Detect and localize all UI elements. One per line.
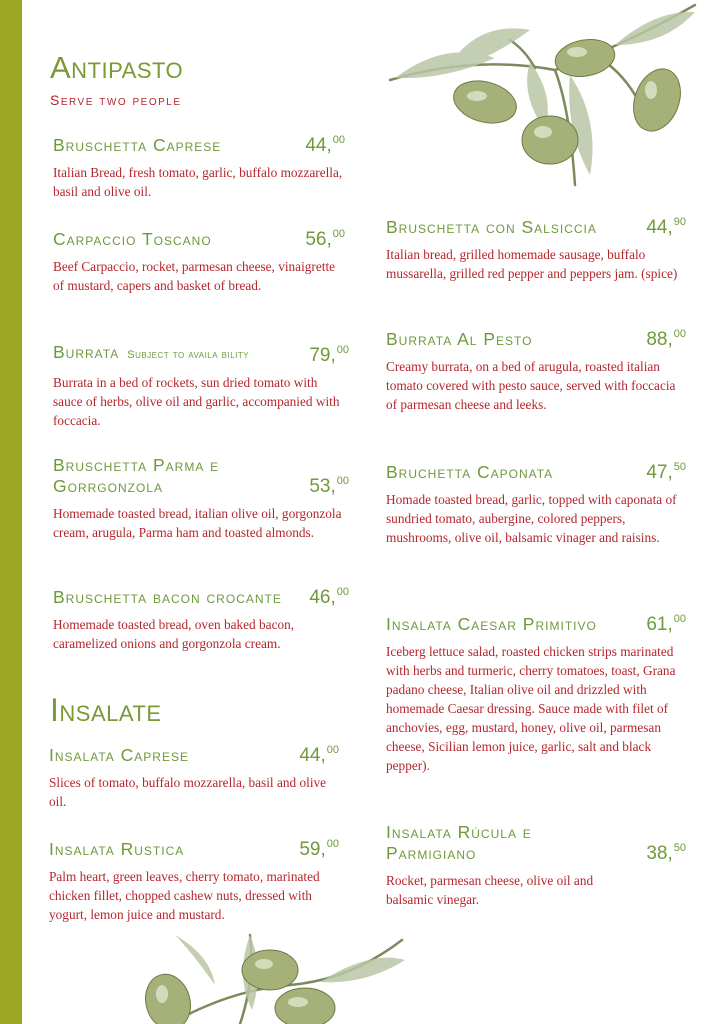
menu-item <box>386 462 686 547</box>
menu-item <box>49 839 339 924</box>
menu-item <box>53 342 349 430</box>
menu-item <box>49 745 339 811</box>
menu-item <box>386 217 686 283</box>
item-name: Insalata Rustica <box>49 839 185 859</box>
item-name-row <box>53 342 349 366</box>
item-price: 53,00 <box>309 475 349 497</box>
section-title-insalate: Insalate <box>50 692 162 728</box>
item-price: 44,90 <box>646 216 686 238</box>
item-price: 59,00 <box>299 838 339 860</box>
olive-branch-bottom-icon <box>140 930 410 1024</box>
menu-item <box>53 135 345 201</box>
item-price: 44,00 <box>305 134 345 156</box>
item-description: Homemade toasted bread, italian olive oil, gorgonzola cream, arugula, Parma ham and toasted almonds. <box>53 506 342 540</box>
item-name: Burrata Al Pesto <box>386 329 533 349</box>
item-price: 47,50 <box>646 461 686 483</box>
item-description: Homemade toasted bread, oven baked bacon, caramelized onions and gorgonzola cream. <box>53 617 295 651</box>
item-note: Subject to availa bility <box>127 349 250 361</box>
menu-item <box>53 455 349 542</box>
section-title-antipasto: Antipasto <box>50 50 184 85</box>
item-price: 46,00 <box>309 586 349 608</box>
section-subtitle: Serve two people <box>50 92 182 108</box>
item-name: Insalata Rúcula e Parmigiano <box>386 822 532 863</box>
item-name: Burrata <box>53 342 120 362</box>
item-description: Creamy burrata, on a bed of arugula, roasted italian tomato covered with pesto sauce, served with foccacia of parmesan cheese and leeks. <box>386 359 676 412</box>
item-price: 44,00 <box>299 744 339 766</box>
item-name: Insalata Caprese <box>49 745 189 765</box>
item-name: Bruschetta bacon crocante <box>53 587 282 607</box>
item-description: Iceberg lettuce salad, roasted chicken strips marinated with herbs and turmeric, cherry tomatoes, toast, Grana padano cheese, Italian olive oil and drizzled with homemade Caesar dressing. Sauce made with filet of anchovies, egg, mustard, honey, olive oil, parmesan cheese, Sicilian lemon juice, garlic, salt and black pepper). <box>386 644 676 773</box>
item-name: Bruchetta Caponata <box>386 462 554 482</box>
menu-item <box>53 587 349 653</box>
item-price: 79,00 <box>309 344 349 366</box>
item-description: Palm heart, green leaves, cherry tomato, marinated chicken fillet, chopped cashew nuts, dressed with yogurt, lemon juice and mustard. <box>49 869 320 922</box>
side-accent-bar <box>0 0 22 1024</box>
item-name: Bruschetta Caprese <box>53 135 222 155</box>
item-price: 38,50 <box>646 842 686 864</box>
menu-item <box>386 614 686 775</box>
item-price: 61,00 <box>646 613 686 635</box>
item-name: Bruschetta Parma e Gorrgonzola <box>53 455 220 496</box>
item-description: Homade toasted bread, garlic, topped with caponata of sundried tomato, aubergine, colored peppers, mushrooms, olive oil, balsamic vinager and raisins. <box>386 492 677 545</box>
olive-branch-top-icon <box>385 0 705 195</box>
item-name: Carpaccio Toscano <box>53 229 212 249</box>
item-description: Burrata in a bed of rockets, sun dried tomato with sauce of herbs, olive oil and garlic, accompanied with foccacia. <box>53 375 340 428</box>
item-description: Italian bread, grilled homemade sausage, buffalo mussarella, grilled red pepper and peppers jam. (spice) <box>386 247 678 281</box>
item-description: Slices of tomato, buffalo mozzarella, basil and olive oil. <box>49 775 327 809</box>
item-description: Rocket, parmesan cheese, olive oil and balsamic vinegar. <box>386 873 594 907</box>
menu-item <box>386 329 686 414</box>
item-name: Bruschetta con Salsiccia <box>386 217 597 237</box>
item-name: Insalata Caesar Primitivo <box>386 614 597 634</box>
item-price: 88,00 <box>646 328 686 350</box>
item-description: Italian Bread, fresh tomato, garlic, buffalo mozzarella, basil and olive oil. <box>53 165 343 199</box>
item-description: Beef Carpaccio, rocket, parmesan cheese, vinaigrette of mustard, capers and basket of bread. <box>53 259 336 293</box>
menu-item <box>53 229 345 295</box>
menu-item <box>386 822 686 909</box>
item-price: 56,00 <box>305 228 345 250</box>
